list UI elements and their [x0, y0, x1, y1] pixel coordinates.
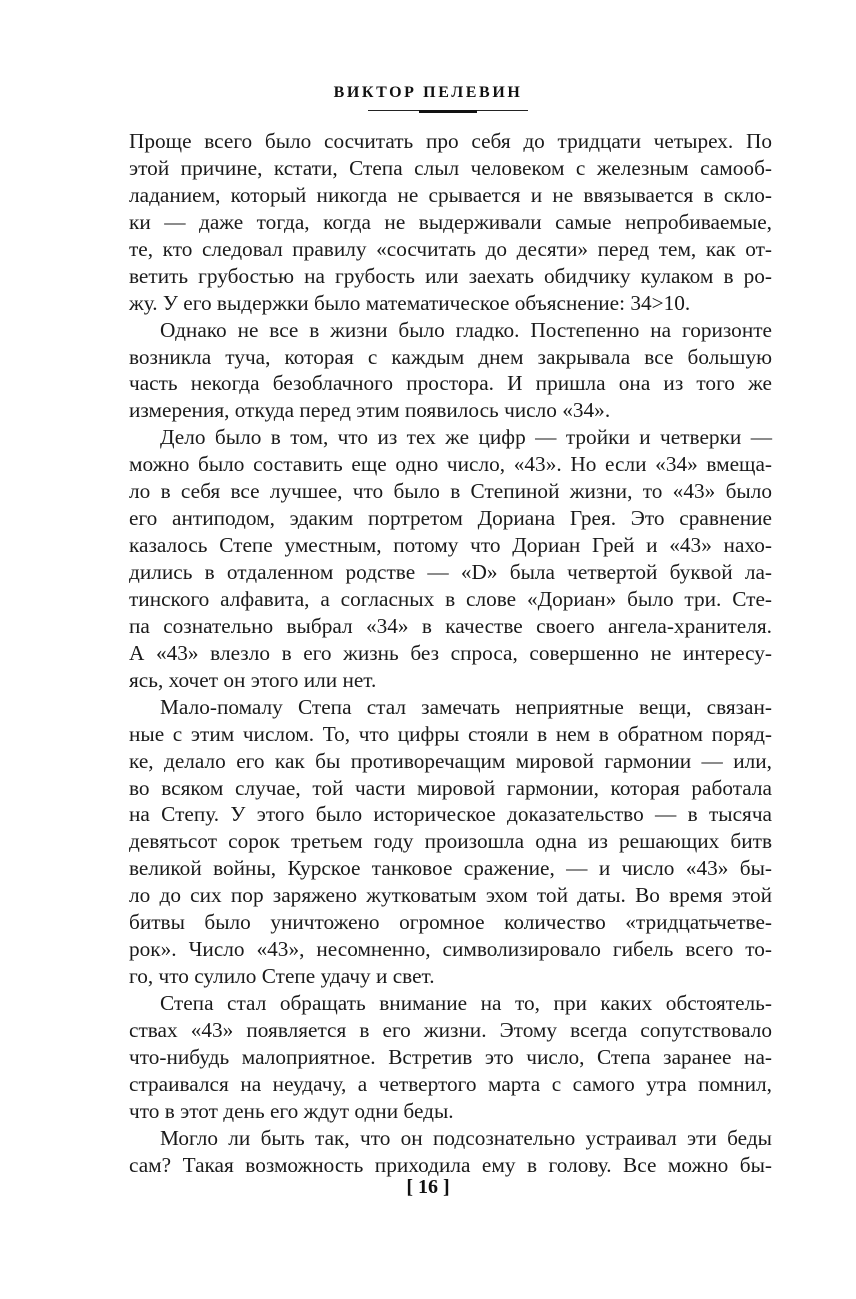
text-line: страивался на неудачу, а четвертого марта с самого утра помнил, — [129, 1071, 772, 1096]
text-line: ки — даже тогда, когда не выдерживали самые непробиваемые, — [129, 209, 772, 234]
text-line: ясь, хочет он этого или нет. — [129, 667, 377, 692]
text-line: ветить грубостью на грубость или заехать обидчику кулаком в ро- — [129, 263, 772, 288]
text-line: битвы было уничтожено огромное количество «тридцатьчетве- — [129, 910, 772, 935]
text-line: те, кто следовал правилу «сосчитать до десяти» перед тем, как от- — [129, 236, 772, 261]
text-line: Мало-помалу Степа стал замечать неприятные вещи, связан- — [160, 694, 772, 719]
text-line: во всяком случае, той части мировой гармонии, которая работала — [129, 775, 772, 800]
paragraph — [129, 317, 772, 425]
text-line: дились в отдаленном родстве — «D» была четвертой буквой ла- — [129, 560, 772, 584]
text-line: Проще всего было сосчитать про себя до тридцати четырех. По — [129, 129, 772, 153]
text-line: казалось Степе уместным, потому что Дориан Грей и «43» нахо- — [129, 533, 772, 558]
text-line: ке, делало его как бы противоречащим мировой гармонии — или, — [129, 748, 772, 773]
body-text — [129, 128, 772, 1179]
paragraph — [129, 128, 772, 317]
text-line: го, что сулило Степе удачу и свет. — [129, 964, 435, 989]
text-line: на Степу. У этого было историческое доказательство — в тысяча — [129, 802, 772, 827]
text-line: часть некогда безоблачного простора. И пришла она из того же — [129, 371, 772, 396]
paragraph — [129, 990, 772, 1125]
text-line: Дело было в том, что из тех же цифр — тройки и четверки — — [160, 425, 772, 450]
text-line: Однако не все в жизни было гладко. Постепенно на горизонте — [160, 317, 772, 342]
text-line: тинского алфавита, а согласных в слове «Дориан» было три. Сте- — [129, 586, 772, 611]
text-line: па сознательно выбрал «34» в качестве своего ангела-хранителя. — [129, 613, 772, 638]
text-line: его антиподом, эдаким портретом Дориана Грея. Это сравнение — [129, 506, 772, 531]
running-head-author: ВИКТОР ПЕЛЕВИН — [333, 84, 523, 101]
text-line: что в этот день его ждут одни беды. — [129, 1098, 454, 1123]
text-line: ло в себя все лучшее, что было в Степиной жизни, то «43» было — [129, 479, 772, 504]
text-line: ло до сих пор заряжено жутковатым эхом той даты. Во время этой — [129, 883, 772, 908]
header-rule-accent — [419, 110, 477, 113]
text-line: Могло ли быть так, что он подсознательно устраивал эти беды — [160, 1125, 772, 1150]
text-line: Степа стал обращать внимание на то, при каких обстоятель- — [160, 991, 772, 1015]
text-line: ные с этим числом. То, что цифры стояли в нем в обратном поряд- — [129, 721, 772, 746]
text-line: сам? Такая возможность приходила ему в голову. Все можно бы- — [129, 1152, 772, 1177]
page-number: [ 16 ] — [406, 1176, 450, 1198]
text-line: что-нибудь малоприятное. Встретив это число, Степа заранее на- — [129, 1044, 772, 1069]
text-line: великой войны, Курское танковое сражение, — и число «43» бы- — [129, 856, 772, 881]
text-line: ладанием, который никогда не срывается и не ввязывается в скло- — [129, 182, 772, 207]
text-line: этой причине, кстати, Степа слыл человеком с железным самооб- — [129, 155, 772, 180]
paragraph — [129, 1125, 772, 1179]
text-line: А «43» влезло в его жизнь без спроса, совершенно не интересу- — [129, 640, 772, 665]
text-line: ствах «43» появляется в его жизни. Этому всегда сопутствовало — [129, 1017, 772, 1042]
paragraph — [129, 694, 772, 990]
paragraph — [129, 424, 772, 693]
text-line: рок». Число «43», несомненно, символизировало гибель всего то- — [129, 937, 772, 962]
text-line: жу. У его выдержки было математическое объяснение: 34>10. — [129, 290, 691, 315]
text-line: девятьсот сорок третьем году произошла одна из решающих битв — [129, 829, 772, 854]
text-line: можно было составить еще одно число, «43». Но если «34» вмеща- — [129, 452, 772, 477]
text-line: измерения, откуда перед этим появилось число «34». — [129, 398, 611, 423]
text-line: возникла туча, которая с каждым днем закрывала все большую — [129, 344, 772, 369]
